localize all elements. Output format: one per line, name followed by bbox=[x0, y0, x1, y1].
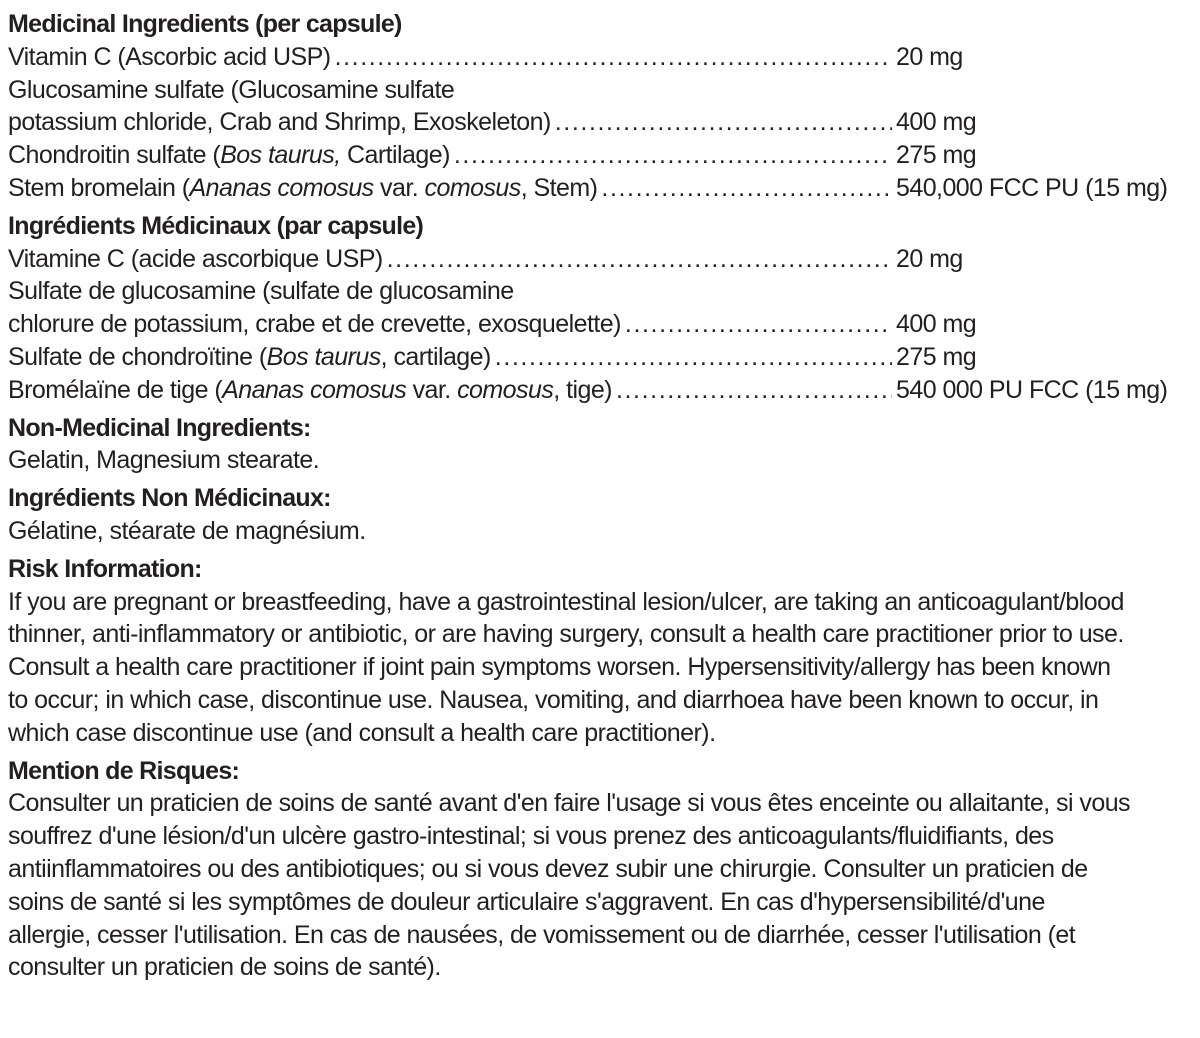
non-medicinal-ingredients-en bbox=[8, 412, 1188, 478]
ingredient-name: Sulfate de chondroïtine (Bos taurus, cartilage) bbox=[8, 342, 491, 371]
section-text: Gelatin, Magnesium stearate. bbox=[8, 446, 320, 475]
ingredient-name-line: Sulfate de glucosamine (sulfate de glucosamine bbox=[8, 277, 514, 306]
latin-name: comosus bbox=[424, 173, 521, 202]
ingredient-name-line: Glucosamine sulfate (Glucosamine sulfate bbox=[8, 75, 455, 104]
ingredient-name: chlorure de potassium, crabe et de crevette, exosquelette) bbox=[8, 310, 621, 339]
ingredient-amount: 400 mg bbox=[896, 310, 977, 339]
ingredient-row bbox=[8, 139, 1188, 172]
paragraph-line: If you are pregnant or breastfeeding, have a gastrointestinal lesion/ulcer, are taking an anticoagulant/blood bbox=[8, 587, 1124, 616]
leader-dots bbox=[495, 341, 892, 374]
ingredient-amount: 20 mg bbox=[896, 244, 963, 273]
ingredient-amount: 20 mg bbox=[896, 42, 963, 71]
paragraph-line: thinner, anti-inflammatory or antibiotic, or are having surgery, consult a health care practitioner prior to use. bbox=[8, 620, 1124, 649]
ingredient-row bbox=[8, 341, 1188, 374]
ingredient-row bbox=[8, 41, 1188, 74]
ingredient-name: Stem bromelain (Ananas comosus var. comosus, Stem) bbox=[8, 173, 598, 202]
leader-dots bbox=[616, 374, 892, 407]
ingredient-amount: 400 mg bbox=[896, 108, 977, 137]
ingredient-row bbox=[8, 374, 1188, 407]
section-heading: Ingrédients Non Médicinaux: bbox=[8, 484, 331, 513]
risk-information-fr bbox=[8, 755, 1188, 985]
ingredient-row bbox=[8, 243, 1188, 276]
paragraph-line: soins de santé si les symptômes de douleur articulaire s'aggravent. En cas d'hypersensibilité/d'une bbox=[8, 887, 1045, 916]
leader-dots bbox=[335, 41, 892, 74]
section-heading: Ingrédients Médicinaux (par capsule) bbox=[8, 211, 424, 240]
leader-dots bbox=[555, 106, 892, 139]
ingredient-row bbox=[8, 106, 1188, 139]
ingredient-row bbox=[8, 308, 1188, 341]
leader-dots bbox=[387, 243, 892, 276]
section-heading: Risk Information: bbox=[8, 554, 202, 583]
medicinal-ingredients-en bbox=[8, 8, 1188, 205]
section-heading: Non-Medicinal Ingredients: bbox=[8, 413, 311, 442]
latin-name: Bos taurus, bbox=[220, 141, 341, 170]
section-text: Gélatine, stéarate de magnésium. bbox=[8, 516, 366, 545]
paragraph-line: consulter un praticien de soins de santé). bbox=[8, 953, 441, 982]
risk-information-en bbox=[8, 553, 1188, 750]
ingredient-row bbox=[8, 172, 1188, 205]
latin-name: Ananas comosus bbox=[189, 173, 374, 202]
paragraph-line: Consulter un praticien de soins de santé avant d'en faire l'usage si vous êtes enceinte ou allaitante, si vous bbox=[8, 789, 1130, 818]
paragraph-line: souffrez d'une lésion/d'un ulcère gastro-intestinal; si vous prenez des anticoagulants/fluidifiants, des bbox=[8, 822, 1054, 851]
ingredient-amount: 540,000 FCC PU (15 mg) bbox=[896, 173, 1168, 202]
leader-dots bbox=[625, 308, 892, 341]
paragraph-line: allergie, cesser l'utilisation. En cas de nausées, de vomissement ou de diarrhée, cesser l'utilisation (et bbox=[8, 920, 1076, 949]
ingredient-name: potassium chloride, Crab and Shrimp, Exoskeleton) bbox=[8, 108, 551, 137]
leader-dots bbox=[601, 172, 892, 205]
ingredient-name: Vitamin C (Ascorbic acid USP) bbox=[8, 42, 331, 71]
latin-name: comosus bbox=[457, 375, 554, 404]
ingredient-name: Bromélaïne de tige (Ananas comosus var. comosus, tige) bbox=[8, 375, 612, 404]
leader-dots bbox=[454, 139, 892, 172]
paragraph-line: which case discontinue use (and consult a health care practitioner). bbox=[8, 718, 716, 747]
non-medicinal-ingredients-fr bbox=[8, 482, 1188, 548]
medicinal-ingredients-fr bbox=[8, 210, 1188, 407]
latin-name: Bos taurus bbox=[266, 342, 381, 371]
latin-name: Ananas comosus bbox=[222, 375, 407, 404]
paragraph-line: to occur; in which case, discontinue use. Nausea, vomiting, and diarrhoea have been known to occur, in bbox=[8, 685, 1099, 714]
ingredient-name: Vitamine C (acide ascorbique USP) bbox=[8, 244, 383, 273]
paragraph-line: antiinflammatoires ou des antibiotiques; ou si vous devez subir une chirurgie. Consulter un praticien de bbox=[8, 854, 1088, 883]
ingredient-name: Chondroitin sulfate (Bos taurus, Cartilage) bbox=[8, 141, 450, 170]
ingredient-amount: 540 000 PU FCC (15 mg) bbox=[896, 375, 1168, 404]
ingredient-amount: 275 mg bbox=[896, 342, 977, 371]
ingredient-amount: 275 mg bbox=[896, 141, 977, 170]
label-document bbox=[8, 8, 1188, 984]
paragraph-line: Consult a health care practitioner if joint pain symptoms worsen. Hypersensitivity/allergy has been known bbox=[8, 653, 1111, 682]
section-heading: Medicinal Ingredients (per capsule) bbox=[8, 10, 402, 38]
section-heading: Mention de Risques: bbox=[8, 756, 240, 785]
